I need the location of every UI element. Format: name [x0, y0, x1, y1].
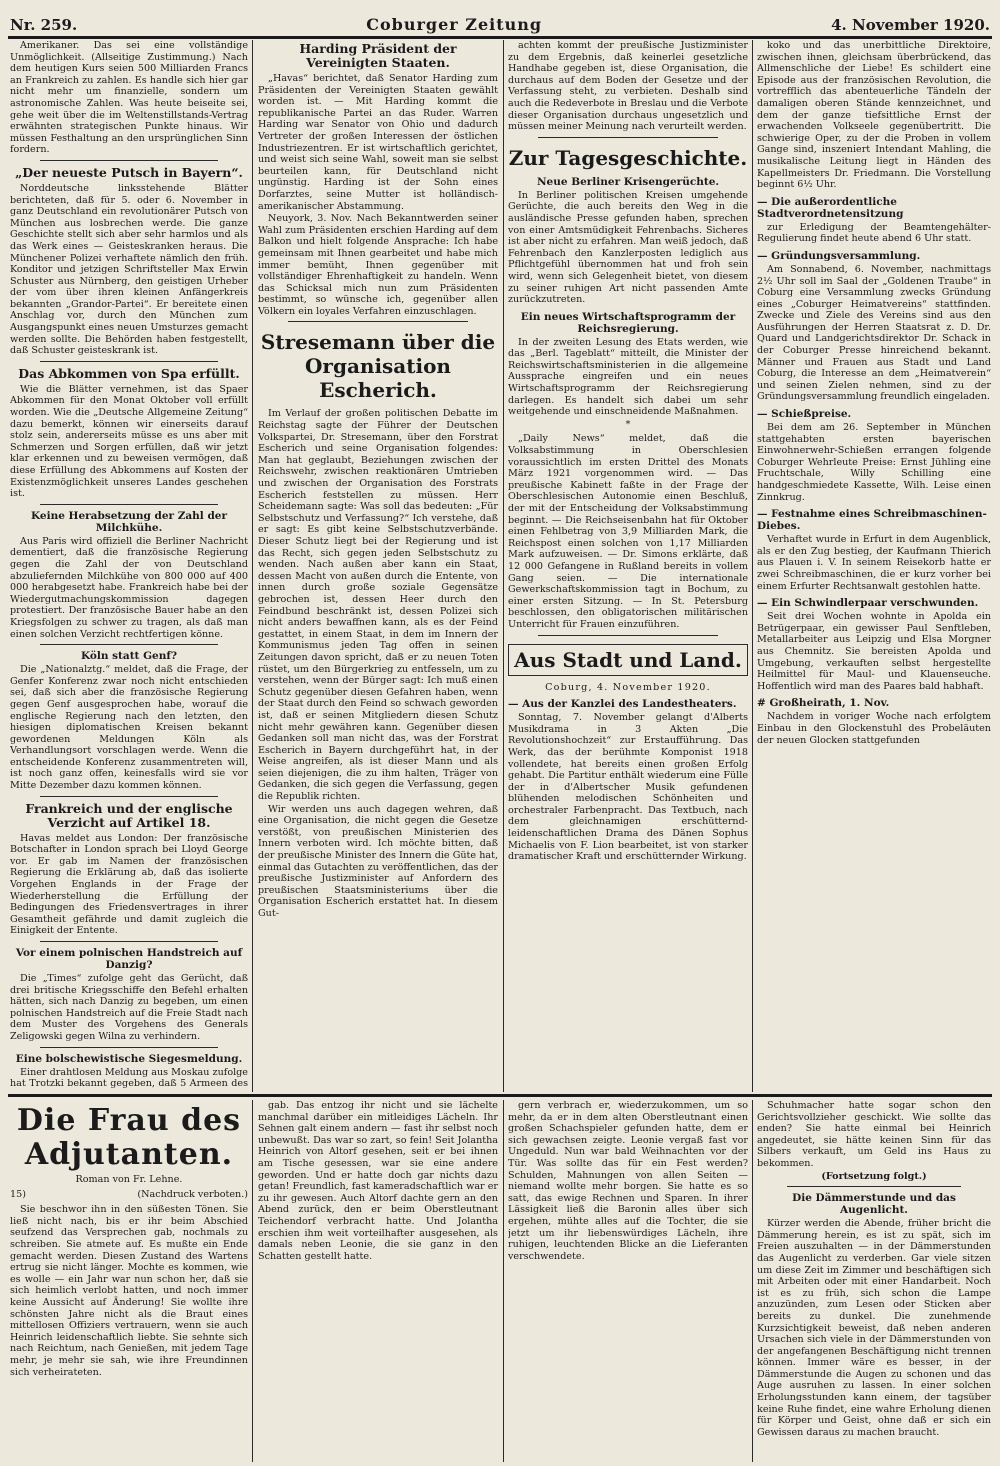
- separator: [40, 361, 218, 362]
- column-3: [508, 40, 748, 1090]
- column-rule: [752, 1100, 753, 1462]
- feuilleton-column-1: [10, 1100, 248, 1462]
- article-text: Seit drei Wochen wohnte in Apolda ein Betrügerpaar, ein gewisser Paul Senftleben, Metallarbeiter aus Leipzig und Elsa Morgner aus Chemnitz. Sie bereisten Apolda und Umgebung, verkauften selbst hergestellte Heilmittel für Maul- und Klauenseuche. Hoffentlich wird man des Paares bald habhaft.: [757, 611, 991, 692]
- headline: Harding Präsident der Vereinigten Staaten.: [299, 41, 457, 70]
- article-text: koko und das unerbittliche Direktoire, zwischen ihnen, gleichsam überbrückend, das Allmenschliche der Liebe! Es schildert eine Episode aus der französischen Revolution, die vortrefflich das abenteuerliche Tändeln der damaligen oberen Stände kennzeichnet, und dem der ganze tiefsittliche Ernst der erwachenden Volkseele gegenübertritt. Die schwierige Oper, zu der die Proben in vollem Gange sind, inszeniert Intendant Mahling, die musikalische Leitung liegt in Händen des Kapellmeisters Dr. Friedmann. Die Vorstellung beginnt 6½ Uhr.: [757, 40, 991, 191]
- article-text: Norddeutsche linksstehende Blätter berichteten, daß für 5. oder 6. November in ganz Deutschland ein revolutionärer Putsch von München aus losbrechen werde. Die ganze Geschichte stellt sich aber sehr harmlos und als das Werk eines — Geisteskranken heraus. Die Münchener Polizei verhaftete nämlich den früh. Konditor und jetzigen Schriftsteller Max Erwin Schuster aus Nürnberg, den geistigen Urheber der vom über ihren kleinen Anfängerkreis bekannten „Grandor-Partei“. Er bereitete einen Anschlag vor, durch den München zum Ausgangspunkt eines neuen Umsturzes gemacht werden sollte. Die Behörden haben festgestellt, daß Schuster geisteskrank ist.: [10, 182, 248, 357]
- novel-byline: Roman von Fr. Lehne.: [75, 1174, 183, 1185]
- novel-text: gern verbrach er, wiederzukommen, um so mehr, da er in dem alten Oberstleutnant einen großen Schachspieler gefunden hatte, dem er sich gewachsen zeigte. Leonie vergaß fast vor Ungeduld. Nun war bald Weihnachten vor der Tür. Was sollte das für ein Fest werden? Schulden, Mahnungen von allen Seiten — niemand wollte mehr borgen. Sie hatte es so satt, das ewige Rechnen und Sparen. In ihrer Lässigkeit ließ die Baronin alles über sich ergehen, mühte alles auf die Tochter, die sie jetzt um ihr liebenswürdiges Lächeln, ihre ruhigen, leuchtenden Blicke an die Lieferanten verschwendete.: [508, 1100, 748, 1262]
- masthead: [10, 8, 990, 34]
- separator: [288, 321, 468, 322]
- issue-number: Nr. 259.: [10, 16, 78, 34]
- separator: [40, 1047, 218, 1048]
- headline: — Ein Schwindlerpaar verschwunden.: [757, 597, 979, 610]
- novel-meta: [10, 1189, 248, 1201]
- separator: [40, 160, 218, 161]
- feuilleton-rule: [8, 1094, 992, 1097]
- separator: [538, 635, 718, 636]
- headline: — Schießpreise.: [757, 408, 852, 421]
- section-title: Zur Tagesgeschichte.: [508, 145, 748, 170]
- headline: — Gründungsversammlung.: [757, 249, 921, 262]
- separator: [787, 1186, 961, 1187]
- article-text: Wie die Blätter vernehmen, ist das Spaer Abkommen für den Monat Oktober voll erfüllt worden. Wie die „Deutsche Allgemeine Zeitung“ dazu bemerkt, können wir einerseits darauf stolz sein, andererseits müsse es uns aber mit Schmerzen und Sorgen erfüllen, daß wir jetzt klar erkennen und zu beweisen vermögen, daß diese Erfüllung des Abkommens auf Kosten der Existenzmöglichkeit unseres Landes geschehen ist.: [10, 383, 248, 500]
- continuation-note: (Fortsetzung folgt.): [821, 1170, 927, 1182]
- column-rule: [752, 40, 753, 1092]
- article-text: Amerikaner. Das sei eine vollständige Unmöglichkeit. (Allseitige Zustimmung.) Nach dem heutigen Kurs seien 500 Milliarden Francs an Frankreich zu zahlen. Es handle sich hier gar nicht mehr um finanzielle, sondern um astronomische Zahlen. Was heute beiseite sei, gehe weit über die im Weltenstillstands-Vertrag erwähnten strategischen Punkte hinaus. Wir müssen Festhaltung an den ursprünglichen Sinn fordern.: [10, 40, 248, 156]
- separator: [40, 504, 218, 505]
- article-text: „Havas“ berichtet, daß Senator Harding zum Präsidenten der Vereinigten Staaten gewählt worden ist. — Mit Harding kommt die republikanische Partei an das Ruder. Warren Harding war Senator von Ohio und dadurch Vertreter der großen Interessen der östlichen Industriezentren. Er ist wirtschaftlich gerichtet, und weist sich seine Wahl, soweit man sie selbst beurteilen kann, für Deutschland nicht ungünstig. Harding ist der Sohn eines Dorfarztes, seine Mutter ist holländisch-amerikanischer Abstammung.: [258, 73, 498, 212]
- headline: Neue Berliner Krisengerüchte.: [536, 175, 720, 188]
- headline: Keine Herabsetzung der Zahl der Milchkühe.: [31, 509, 227, 534]
- article-text: Nachdem in voriger Woche nach erfolgtem Einbau in den Glockenstuhl des Probeläuten der neuen Glocken stattgefunden: [757, 711, 991, 746]
- column-rule: [252, 40, 253, 1092]
- article-text: achten kommt der preußische Justizminister zu dem Ergebnis, daß keinerlei gesetzliche Handhabe gegeben ist, diese Organisation, die durchaus auf dem Boden der Gesetze und der Verfassung steht, zu verbieten. Deshalb sind auch die Redeverbote in Breslau und die Verbote dieser Organisation durchaus ungesetzlich und müssen meiner Meinung nach verurteilt werden.: [508, 40, 748, 133]
- article-text: Die „Times“ zufolge geht das Gerücht, daß drei britische Kriegsschiffe den Befehl erhalten hätten, sich nach Danzig zu begeben, um einen polnischen Handstreich auf die Freie Stadt nach dem Muster des Vorgehens des Generals Zeligowski gegen Wilna zu verhindern.: [10, 973, 248, 1042]
- article-text: Im Verlauf der großen politischen Debatte im Reichstag sagte der Führer der Deutschen Volkspartei, Dr. Stresemann, über den Forstrat Escherich und seine Organisation folgendes: Man hat geglaubt, Beziehungen zwischen der Reichswehr, zwischen reaktionären Umtrieben und zwischen der Organisation des Forstrats Escherich feststellen zu müssen. Herr Scheidemann sagte: Was soll das bedeuten: „Für Selbstschutz und Verfassung?“ Ich verstehe, daß er sagt: Es gibt keine Selbstschutzverbände. Dieser Schutz liegt bei der Regierung und ist das Recht, sich gegen jeden Selbstschutz zu wenden. Nach außen aber kann ein Staat, dessen Macht von außen durch die Entente, von innen durch große soziale Gegensätze gebrochen ist, dessen Heer durch den Feindbund beschränkt ist, dessen Polizei sich nicht anders bewaffnen kann, als es der Feind gestattet, in einem Staat, in dem im Innern der Kommunismus jeden Tag offen in seinen Zeitungen davon spricht, daß er zu neuen Toten rüstet, um den Bürgerkrieg zu entfesseln, um zu verstehen, wenn der Bürger sagt: Ich muß einen Schutz gegenüber diesen Gefahren haben, wenn der Staat durch den Feind so schwach geworden ist, daß er seinen Mitgliedern diesen Schutz nicht mehr gewähren kann. Gegenüber diesen Gedanken soll man nicht das, was der Forstrat Escherich in Bayern durchgeführt hat, in der Weise angreifen, als ist dieser Mann und als seien diejenigen, die zu ihm halten, Träger von Gedanken, die sich gegen die Verfassung, gegen die Republik richten.: [258, 408, 498, 803]
- article-text: Wir werden uns auch dagegen wehren, daß eine Organisation, die nicht gegen die Gesetze verstößt, von preußischen Ministerien des Innern verboten wird. Ich möchte bitten, daß der preußische Minister des Innern die Güte hat, einmal das Gutachten zu veröffentlichen, das der preußische Justizminister auf Anfordern des preußischen Staatsministeriums über die Organisation Escherich erstattet hat. In diesem Gut-: [258, 803, 498, 919]
- installment-number: 15): [10, 1188, 26, 1200]
- article-text: In Berliner politischen Kreisen umgehende Gerüchte, die auch bereits den Weg in die ausländische Presse gefunden haben, sprechen von einer Amtsmüdigkeit Fehrenbachs. Sicheres ist aber nicht zu erfahren. Man weiß jedoch, daß Fehrenbach den Kanzlerposten lediglich aus Pflichtgefühl übernommen hat und froh sein wird, wenn sich Gelegenheit bietet, von diesem zu seiner ruhigen Art nicht passenden Amte zurückzutreten.: [508, 189, 748, 306]
- dateline: Coburg, 4. November 1920.: [545, 681, 711, 693]
- headline: Vor einem polnischen Handstreich auf Danzig?: [15, 947, 243, 971]
- novel-text: Sie beschwor ihn in den süßesten Tönen. Sie ließ nicht nach, bis er ihr beim Abschied seufzend das Versprechen gab, nochmals zu schreiben. Sie atmete auf. Es mußte ein Ende gemacht werden. Diesen Zustand des Wartens ertrug sie nicht länger. Mochte es kommen, wie es wolle — ein Jahr war nun schon her, daß sie sich heimlich verlobt hatten, und noch immer keine Aussicht auf Änderung! Sie wollte ihre schönsten Jahre nicht als die Braut eines mittellosen Offiziers vertrauern, wenn sie auch Heinrich leidenschaftlich liebte. Sie sehnte sich nach Reichtum, nach Genießen, mit jedem Tage mehr, je mehr sie sah, wie ihre Freundinnen sich verheirateten.: [10, 1204, 248, 1378]
- separator: [40, 796, 218, 797]
- headline: Ein neues Wirtschaftsprogramm der Reichsregierung.: [520, 310, 736, 335]
- column-rule: [503, 40, 504, 1092]
- headline: „Der neueste Putsch in Bayern“.: [15, 164, 243, 180]
- headline: Stresemann über die Organisation Escherich.: [260, 330, 496, 403]
- headline: Köln statt Genf?: [80, 650, 178, 663]
- article-text: Havas meldet aus London: Der französische Botschafter in London sprach bei Lloyd George vor. Er gab im Namen der französischen Regierung die Erklärung ab, daß das isolierte Vorgehen Englands in der Frage der Wiederherstellung die Erfüllung der Bedingungen des Friedensvertrages in ihrer Gesamtheit gefährde und damit zugleich die Einigkeit der Entente.: [10, 832, 248, 937]
- article-text: Am Sonnabend, 6. November, nachmittags 2½ Uhr soll im Saal der „Goldenen Traube“ in Coburg eine Versammlung zwecks Gründung eines „Coburger Heimatvereins“ stattfinden. Zwecke und Ziele des Vereins sind aus den Ausführungen der Herren Staatsrat z. D. Dr. Quard und Landgerichtsdirektor Dr. Schack in der Coburger Presse hinreichend bekannt. Männer und Frauen aus Stadt und Land Coburg, die Interesse an dem „Heimatverein“ und seinen Zielen nehmen, sind zu der Gründungsversammlung freundlich eingeladen.: [757, 263, 991, 403]
- column-4: [757, 40, 991, 1090]
- article-text: Neuyork, 3. Nov. Nach Bekanntwerden seiner Wahl zum Präsidenten erschien Harding auf dem Balkon und hielt folgende Ansprache: Ich habe gemeinsam mit Ihnen gearbeitet und habe mich immer bemüht, Ihnen gegenüber mit vollständiger Ehrenhaftigkeit zu handeln. Wenn das Schicksal mich nun zum Präsidenten bestimmt, so wünsche ich, gegenüber allen Völkern ein loyales Verfahren einzuschlagen.: [258, 213, 498, 317]
- article-text: Verhaftet wurde in Erfurt in dem Augenblick, als er den Zug bestieg, der Kaufmann Thierich aus Plauen i. V. In seinem Reisekorb hatte er zwei Schreibmaschinen, die er kurz vorher bei einem Erfurter Rechtsanwalt gestohlen hatte.: [757, 534, 991, 592]
- novel-title: Die Frau des Adjutanten.: [16, 1103, 242, 1172]
- separator: [538, 137, 718, 138]
- column-rule: [252, 1100, 253, 1462]
- headline: # Großheirath, 1. Nov.: [757, 697, 890, 710]
- article-text: Bei dem am 26. September in München stattgehabten ersten bayerischen Einwohnerwehr-Schießen errangen folgende Coburger Wehrleute Preise: Ernst Jühling eine Fruchtschale, Willy Schilling eine handgeschmiedete Kassette, Wilh. Leise einen Zinnkrug.: [757, 422, 991, 503]
- article-text: Kürzer werden die Abende, früher bricht die Dämmerung herein, es ist zu spät, sich im Freien auszuhalten — in der Dämmerstunden das Augenlicht zu verderben. Gar viele sitzen um diese Zeit im Zimmer und beschäftigen sich mit Arbeiten oder mit einer Handarbeit. Noch ist es zu früh, sich schon die Lampe anzuzünden, zum Lesen oder Sticken aber bereits zu dunkel. Die zunehmende Kurzsichtigkeit beweist, daß neben anderen Ursachen sich viele in der Dämmerstunden von der angefangenen Beschäftigung nicht trennen können. Immer wäre es besser, in der Dämmerstunde die Augen zu schonen und das Auge ausruhen zu lassen. In einer solchen Erholungsstunden kann einem, der tagsüber keine Ruhe findet, eine wahre Erholung dienen für Körper und Geist, ohne daß er sich ein Gewissen daraus zu machen braucht.: [757, 1218, 991, 1438]
- headline: — Aus der Kanzlei des Landestheaters.: [508, 698, 737, 711]
- article-text: Aus Paris wird offiziell die Berliner Nachricht dementiert, daß die französische Regierung gegen die Zahl der von Deutschland abzuliefernden Milchkühe von 800 000 auf 400 000 herabgesetzt habe. Frankreich habe bei der Wiedergutmachungskommission dagegen protestiert. Der französische Bauer habe an den Kriegsfolgen zu schwer zu tragen, als daß man einen solchen Verzicht rechtfertigen könne.: [10, 535, 248, 640]
- article-text: Die „Nationalztg.“ meldet, daß die Frage, der Genfer Konferenz zwar noch nicht entschieden sei, daß sich aber die französische Regierung gegen Genf ausgesprochen habe, worauf die englische Regierung nach den letzten, den hiesigen diplomatischen Kreisen bekannt gewordenen Meldungen Köln als Verhandlungsort vorschlagen werde. Wenn die entscheidende Konferenz zusammentreten will, ist noch ganz offen, keinesfalls wird sie vor Mitte Dezember dazu kommen können.: [10, 664, 248, 792]
- masthead-rule: [8, 36, 992, 39]
- headline: — Die außerordentliche Stadtverordnetensitzung: [757, 195, 904, 220]
- separator: [40, 941, 218, 942]
- newspaper-title: Coburger Zeitung: [366, 15, 543, 34]
- issue-date: 4. November 1920.: [831, 16, 990, 34]
- headline: — Festnahme eines Schreibmaschinen-Diebes.: [757, 508, 987, 533]
- separator: [40, 644, 218, 645]
- novel-text: Schuhmacher hatte sogar schon den Gerichtsvollzieher geschickt. Wie sollte das enden? Sie hatte einmal bei Heinrich angedeutet, sie hätte keinen Sinn für das Silbers verkauft, um Geld ins Haus zu bekommen.: [757, 1100, 991, 1169]
- star-separator: *: [625, 418, 631, 430]
- feuilleton-column-2: [258, 1100, 498, 1462]
- column-2: [258, 40, 498, 1090]
- article-text: „Daily News“ meldet, daß die Volksabstimmung in Oberschlesien voraussichtlich im ersten Drittel des Monats März 1921 vorgenommen wird. — Das preußische Kabinett faßte in der Frage der Oberschlesischen Autonomie einen Beschluß, der mit der Entscheidung der Volksabstimmung beginnt. — Die Reichseisenbahn hat für Oktober einen Fehlbetrag von 3,9 Milliarden Mark, die Reichspost einen solchen von 1,17 Milliarden Mark aufzuweisen. — Dr. Simons erklärte, daß 12 000 Gefangene in Rußland bereits in vollem Gang seien. — Die internationale Gewerkschaftskommission tagt in Bochum, zu einer ersten Sitzung. — In St. Petersburg beschlossen, den obligatorischen militärischen Unterricht für Frauen einzuführen.: [508, 433, 748, 630]
- feuilleton-column-4: [757, 1100, 991, 1462]
- article-text: Einer drahtlosen Meldung aus Moskau zufolge hat Trotzki bekannt gegeben, daß 5 Armeen des: [10, 1066, 248, 1090]
- headline: Das Abkommen von Spa erfüllt.: [18, 365, 240, 381]
- novel-text: gab. Das entzog ihr nicht und sie lächelte manchmal darüber ein mitleidiges Lächeln. Ihr Sehnen galt einem andern — fast ihr selbst noch unbewußt. Das war so zart, so fein! Seit Jolantha Heinrich von Altorf gesehen, seit er bei ihnen am Tische gesessen, war sie eine andere geworden. Und er hatte doch gar nichts dazu getan! Freundlich, fast kameradschaftlich war er zu ihr gewesen. Auch Altorf dachte gern an den Abend zurück, den er beim Oberstleutnant Teichendorf verbracht hatte. Und Jolantha erschien ihm weit vorteilhafter ausgesehen, als damals neben Leonie, die sie ganz in den Schatten gestellt hatte.: [258, 1100, 498, 1262]
- article-text: In der zweiten Lesung des Etats werden, wie das „Berl. Tageblatt“ mitteilt, die Minister der Reichswirtschaftsministerien in die allgemeine Aussprache eingreifen und ein neues Wirtschaftsprogramm der Reichsregierung darlegen. Es handelt sich dabei um sehr weitgehende und einschneidende Maßnahmen.: [508, 336, 748, 418]
- headline: Eine bolschewistische Siegesmeldung.: [15, 1052, 243, 1065]
- article-text: Sonntag, 7. November gelangt d'Alberts Musikdrama in 3 Akten „Die Revolutionshochzeit“ zur Erstaufführung. Das Werk, das der berühmte Komponist 1918 vollendete, hat bereits einen großen Erfolg gehabt. Die Partitur enthält wiederum eine Fülle der in d'Albertscher Musik gefundenen blühenden melodischen Schönheiten und orchestraler Farbenpracht. Das Textbuch, nach dem gleichnamigen erschütternd-leidenschaftlichen Drama des Dänen Sophus Michaelis von F. Lion bearbeitet, ist von starker dramatischer Kraft und erschütternder Wirkung.: [508, 712, 748, 863]
- reprint-notice: (Nachdruck verboten.): [137, 1188, 248, 1200]
- feuilleton-column-3: [508, 1100, 748, 1462]
- column-1: [10, 40, 248, 1090]
- section-title: Aus Stadt und Land.: [508, 644, 748, 676]
- column-rule: [503, 1100, 504, 1462]
- headline: Die Dämmerstunde und das Augenlicht.: [792, 1192, 956, 1217]
- article-text: zur Erledigung der Beamtengehälter-Regulierung findet heute abend 6 Uhr statt.: [757, 221, 991, 245]
- headline: Frankreich und der englische Verzicht auf Artikel 18.: [25, 800, 233, 830]
